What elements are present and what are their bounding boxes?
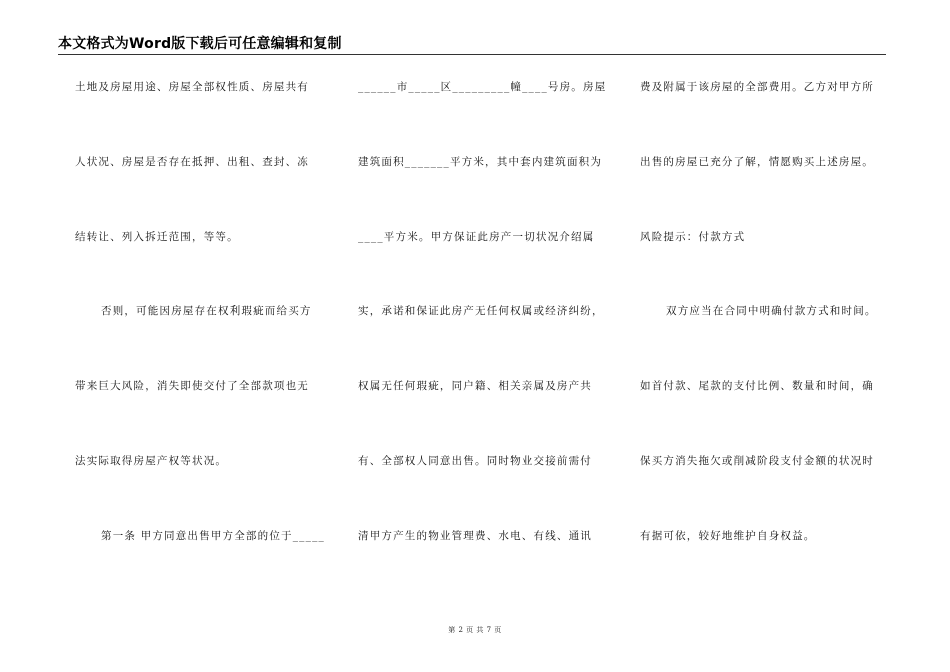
text-line: 实，承诺和保证此房产无任何权属或经济纠纷， xyxy=(358,305,604,317)
text-line: ______市_____区_________幢____号房。房屋 xyxy=(358,81,607,93)
page-number-footer: 第 2 页 共 7 页 xyxy=(448,626,502,634)
text-line: 人状况、房屋是否存在抵押、出租、查封、冻 xyxy=(75,156,309,168)
text-line: 有、全部权人同意出售。同时物业交接前需付 xyxy=(358,455,592,467)
text-line: 否则，可能因房屋存在权利瑕疵而给买方 xyxy=(101,305,312,317)
text-line: 双方应当在合同中明确付款方式和时间。 xyxy=(666,305,877,317)
text-line: 建筑面积_______平方米，其中套内建筑面积为 xyxy=(358,156,603,168)
text-line: 第一条 甲方同意出售甲方全部的位于_____ xyxy=(101,530,325,542)
document-header-title: 本文格式为Word版下载后可任意编辑和复制 xyxy=(58,36,342,52)
text-line: 保买方消失拖欠或削减阶段支付金额的状况时 xyxy=(640,455,874,467)
text-line: 带来巨大风险，消失即使交付了全部款项也无 xyxy=(75,380,309,392)
header-divider xyxy=(58,54,886,55)
text-line: 如首付款、尾款的支付比例、数量和时间，确 xyxy=(640,380,874,392)
text-line: 出售的房屋已充分了解，情愿购买上述房屋。 xyxy=(640,156,874,168)
text-line: 风险提示：付款方式 xyxy=(640,231,746,243)
text-line: 清甲方产生的物业管理费、水电、有线、通讯 xyxy=(358,530,592,542)
text-line: 法实际取得房屋产权等状况。 xyxy=(75,455,228,467)
text-line: 权属无任何瑕疵，同户籍、相关亲属及房产共 xyxy=(358,380,592,392)
text-line: 有据可依，较好地维护自身权益。 xyxy=(640,530,816,542)
text-line: 费及附属于该房屋的全部费用。乙方对甲方所 xyxy=(640,81,874,93)
text-line: 土地及房屋用途、房屋全部权性质、房屋共有 xyxy=(75,81,309,93)
text-line: 结转让、列入拆迁范围，等等。 xyxy=(75,231,239,243)
text-line: ____平方米。甲方保证此房产一切状况介绍属 xyxy=(358,231,595,243)
